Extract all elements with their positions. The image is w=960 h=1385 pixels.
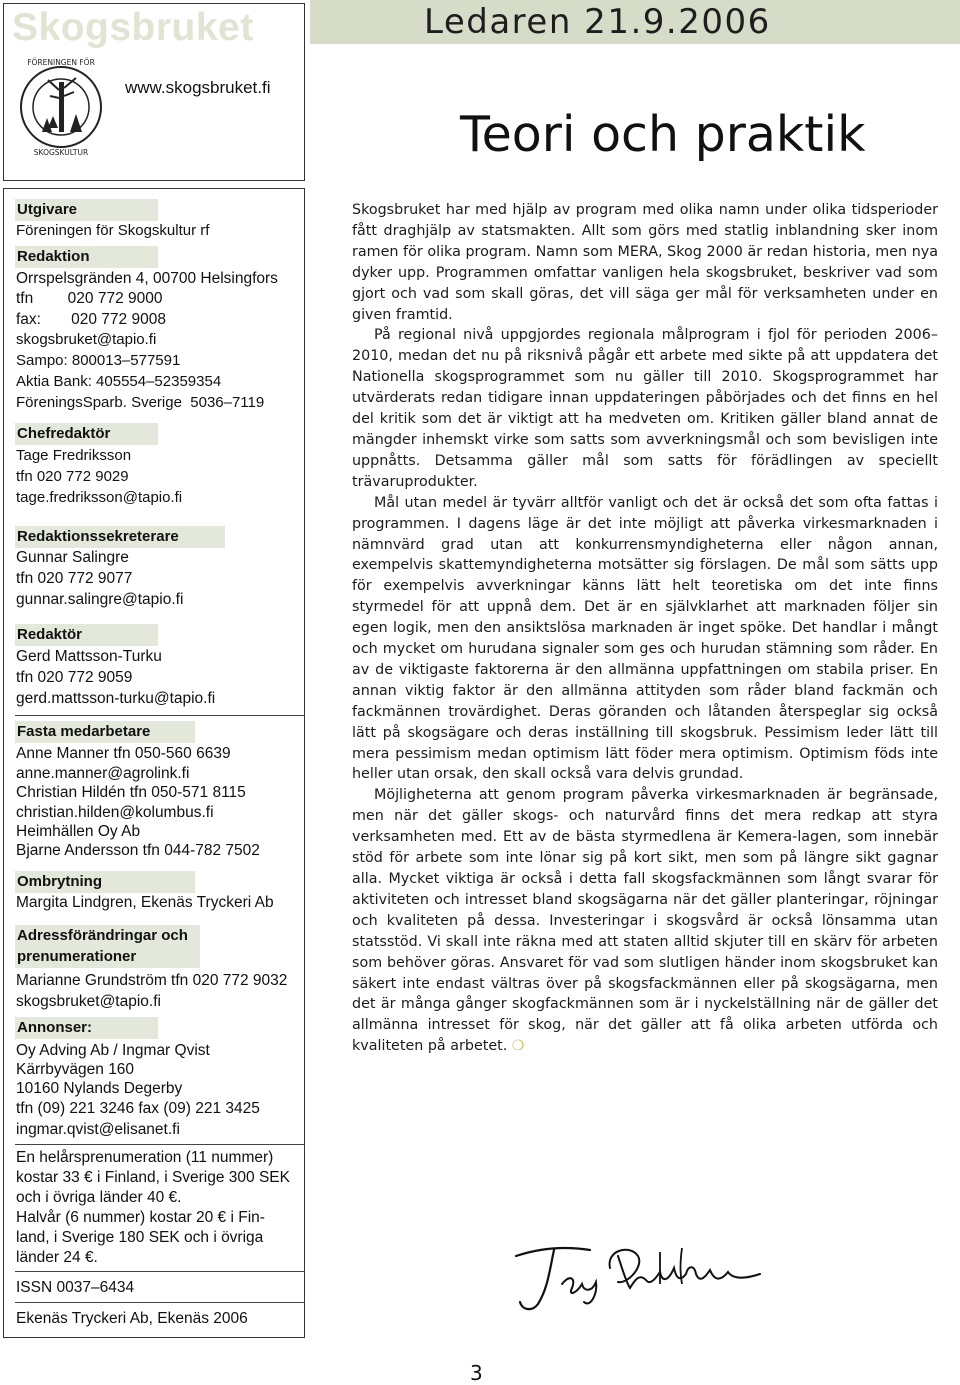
redaktion-line: Aktia Bank: 405554–52359354: [16, 373, 222, 390]
article-paragraph: Möjligheterna att genom program påverka virkesmarknaden är begränsade, men när det gäller skogs- och naturvård finns det mera redkap att styra verksamheten med. Ett av de bästa styrmedlena är Kemera-lagen, som innebär stöd för arbete som inte lönar sig på kort sikt, men som på längre sikt gagnar alla. Mycket viktiga är också i detta fall skogsfackmännen som långt svarar för aktiviteten och intresset bland skogsägarna när det gäller planteringar, röjningar och kvaliteten på dessa. Investeringar i skogsvård är också lönsamma utan statsstöd. Vi skall inte räkna med att staten alltid skjuter till en skärv för arbeten som behöver göras. Ansvaret för vad som slutligen händer inom skogsbruket kan säkert inte endast vältras över på skogsfackmännen eller på skogsägarna, men det är många gånger skogfackmännen som är i nyckelställning när de gäller det allmänna intresset för skog, när det gäller att få olika arbeten utförda och kvaliteten på arbetet.: [352, 787, 938, 1055]
chefredaktor-header: Chefredaktör: [15, 423, 158, 445]
publisher-name: Föreningen för Skogskultur rf: [16, 222, 210, 239]
redaktion-email[interactable]: skogsbruket@tapio.fi: [16, 331, 157, 348]
sekreterare-header: Redaktionssekreterare: [15, 526, 225, 548]
redaktion-header: Redaktion: [15, 246, 158, 268]
fasta-line: Anne Manner tfn 050-560 6639: [16, 745, 231, 762]
annonser-line: tfn (09) 221 3246 fax (09) 221 3425: [16, 1100, 260, 1117]
price-line: och i övriga länder 40 €.: [16, 1189, 182, 1206]
fasta-email[interactable]: christian.hilden@kolumbus.fi: [16, 804, 214, 821]
sekr-email[interactable]: gunnar.salingre@tapio.fi: [16, 591, 184, 608]
article-paragraph-last: [352, 785, 938, 1057]
article-headline: Teori och praktik: [460, 106, 866, 163]
divider: [15, 1144, 305, 1145]
price-line: land, i Sverige 180 SEK och i övriga: [16, 1229, 264, 1246]
adress-line: Marianne Grundström tfn 020 772 9032: [16, 972, 288, 989]
article-paragraph: Skogsbruket har med hjälp av program med olika namn under olika tidsperioder fått draghjälp av statsmakten. Allt som görs med statlig inblandning sker inom ramen för olika program. Namn som MERA, Skog 2000 är redan historia, men nya dyker upp. Programmen omfattar vanligen hela skogsbruket, beskriver vad som gjort och vad som skall göras, det vill säga ger mål för verksamheten under en given framtid.: [352, 202, 938, 323]
redaktion-line: fax: 020 772 9008: [16, 311, 166, 328]
article-paragraph: På regional nivå uppgjordes regionala målprogram i fjol för perioden 2006–2010, medan det nu på riksnivå pågår ett arbete med sikte på att uppdatera det Nationella skogsprogrammet som nu gäller till 2010. Skogsprogrammet har utvärderats redan tidigare innan uppdateringen påbörjades och det finns en hel del kritik som det är viktigt att ha medveten om. Kritiken gäller bland annat de mängder inhemskt virke som satts som avverkningsmål och som bevisligen inte uppnåtts. Detsamma gäller mål som satts för förädlingen av speciellt trävaruprodukter.: [352, 327, 938, 490]
annonser-header: Annonser:: [15, 1017, 158, 1039]
article-paragraph: Mål utan medel är tyvärr alltför vanligt och det är också det som ofta fattas i programmen. I dagens läge är det inte möjligt att påverka virkesmarknaden i nämnvärd grad utan att konkurrensmyndigheterna eller någon annan, exempelvis skattemyndigheterna motsätter sig förslagen. De mål som sätts upp för exempelvis avverkningar känns lätt helt teoretiska om det inte finns styrmedel för att uppnå dem. Det är en självklarhet att marknaden följer sin egen logik, men den ansiktslösa marknaden är inget spöke. Det handlar i mångt och mycket om hurudana signaler som ges och hurudan stämning som råder. En av de viktigaste faktorerna är den allmänna uppfattningen om stabila priser. En annan viktig faktor är den allmänna attityden som råder bland fackmän och fackmännen trovärdighet. Deras göranden och låtanden återspeglar sig också lätt på skogsägare och deras inställning till skogsbruk. Pessimism leder lätt till mera pessimism medan optimism lätt föder mera optimism. Optimism föds inte heller utan orsak, den skall också vara delvis grundad.: [352, 494, 938, 783]
fasta-line: Heimhällen Oy Ab: [16, 823, 141, 840]
annonser-line: Kärrbyvägen 160: [16, 1061, 135, 1078]
red-email[interactable]: gerd.mattsson-turku@tapio.fi: [16, 690, 216, 707]
svg-text:SKOGSKULTUR: SKOGSKULTUR: [33, 148, 89, 157]
divider: [15, 1271, 305, 1272]
sekr-line: Gunnar Salingre: [16, 549, 129, 566]
chef-email[interactable]: tage.fredriksson@tapio.fi: [16, 489, 183, 506]
adress-header-2: prenumerationer: [15, 946, 200, 968]
divider: [15, 1302, 305, 1303]
fasta-line: Christian Hildén tfn 050-571 8115: [16, 784, 246, 801]
utgivare-header: Utgivare: [15, 199, 158, 221]
colophon-box: [3, 188, 305, 1338]
annonser-line: 10160 Nylands Degerby: [16, 1080, 183, 1097]
price-line: Halvår (6 nummer) kostar 20 € i Fin-: [16, 1209, 265, 1226]
redaktion-line: Sampo: 800013–577591: [16, 352, 181, 369]
svg-text:FÖRENINGEN FÖR: FÖRENINGEN FÖR: [27, 58, 95, 67]
signature-image: [510, 1238, 780, 1318]
issue-label: Ledaren 21.9.2006: [424, 2, 771, 42]
price-line: En helårsprenumeration (11 nummer): [16, 1149, 274, 1166]
adress-email[interactable]: skogsbruket@tapio.fi: [16, 993, 161, 1010]
article-body: [352, 200, 938, 1057]
price-line: länder 24 €.: [16, 1249, 98, 1266]
printer: Ekenäs Tryckeri Ab, Ekenäs 2006: [16, 1310, 248, 1327]
issn: ISSN 0037–6434: [16, 1279, 135, 1296]
price-line: kostar 33 € i Finland, i Sverige 300 SEK: [16, 1169, 290, 1186]
fasta-line: Bjarne Andersson tfn 044-782 7502: [16, 842, 260, 859]
magazine-url[interactable]: www.skogsbruket.fi: [125, 78, 271, 97]
sekr-line: tfn 020 772 9077: [16, 570, 133, 587]
page-number: 3: [470, 1361, 483, 1385]
redaktor-header: Redaktör: [15, 624, 158, 646]
fasta-email[interactable]: anne.manner@agrolink.fi: [16, 765, 190, 782]
society-logo-icon: [18, 52, 104, 162]
ombrytning-header: Ombrytning: [15, 871, 195, 893]
red-line: Gerd Mattsson-Turku: [16, 648, 162, 665]
chef-line: tfn 020 772 9029: [16, 468, 129, 485]
magazine-title: Skogsbruket: [12, 6, 254, 49]
end-mark-icon: ❍: [511, 1038, 525, 1055]
redaktion-line: FöreningsSparb. Sverige 5036–7119: [16, 394, 265, 411]
red-line: tfn 020 772 9059: [16, 669, 133, 686]
divider: [15, 715, 305, 716]
redaktion-line: tfn 020 772 9000: [16, 290, 163, 307]
chef-line: Tage Fredriksson: [16, 447, 132, 464]
annonser-email[interactable]: ingmar.qvist@elisanet.fi: [16, 1121, 180, 1138]
ombrytning-line: Margita Lindgren, Ekenäs Tryckeri Ab: [16, 894, 274, 911]
adress-header: Adressförändringar och: [15, 925, 200, 947]
fasta-header: Fasta medarbetare: [15, 721, 195, 743]
annonser-line: Oy Adving Ab / Ingmar Qvist: [16, 1042, 210, 1059]
redaktion-line: Orrspelsgränden 4, 00700 Helsingfors: [16, 270, 278, 287]
